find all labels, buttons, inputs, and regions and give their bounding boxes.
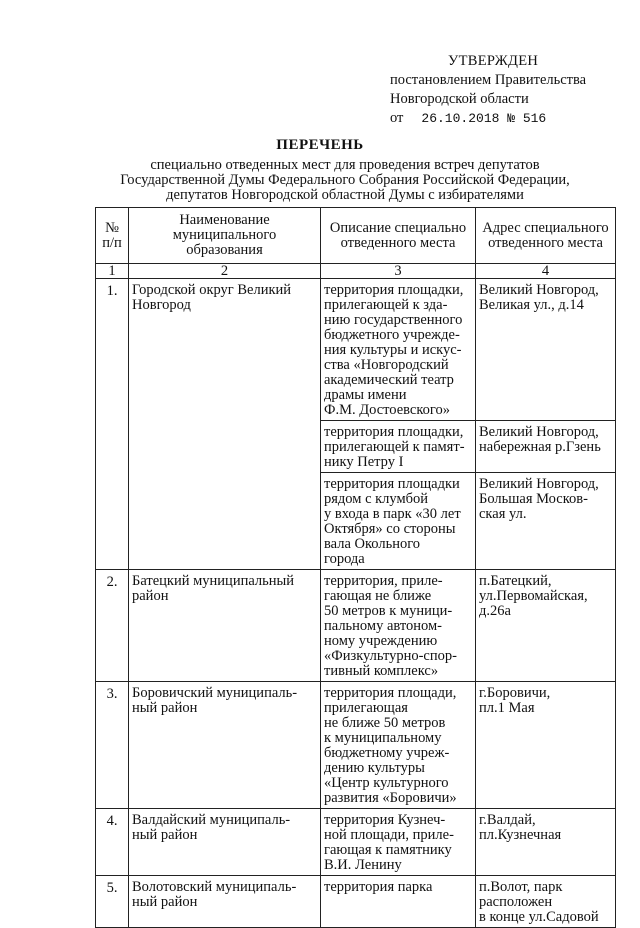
text-line: гающая к памятнику [324, 842, 452, 858]
address-cell [476, 876, 616, 928]
text-line: города [324, 551, 365, 567]
text-line: прилегающей к памят- [324, 439, 465, 455]
subtitle-line: Государственной Думы Федерального Собрания Российской Федерации, [120, 172, 570, 188]
text-line: вала Окольного [324, 536, 421, 552]
document-title: ПЕРЕЧЕНЬ [276, 137, 364, 153]
text-line: территория парка [324, 879, 433, 895]
text-line: Великая ул., д.14 [479, 297, 584, 313]
column-number: 4 [476, 264, 616, 279]
text-line: отведенного места [488, 234, 603, 251]
address-cell [476, 570, 616, 682]
subtitle-line: специально отведенных мест для проведения встреч депутатов [150, 157, 540, 173]
approval-title: УТВЕРЖДЕН [448, 53, 539, 69]
text-line: Великий Новгород, [479, 424, 599, 440]
text-line: г.Боровичи, [479, 685, 551, 701]
text-line: образования [186, 242, 263, 258]
header-number [96, 208, 129, 264]
column-number: 3 [321, 264, 476, 279]
text-line: тивный комплекс» [324, 663, 439, 679]
text-line: ния культуры и искус- [324, 342, 462, 358]
text-line: В.И. Ленину [324, 857, 402, 873]
municipality-cell [129, 682, 321, 809]
text-line: Волотовский муниципаль- [132, 879, 297, 895]
text-line: гающая не ближе [324, 588, 432, 604]
text-line: Городской округ Великий [132, 282, 292, 298]
row-number: 5. [96, 876, 129, 928]
approval-line-2: Новгородской области [390, 91, 529, 107]
text-line: не ближе 50 метров [324, 715, 446, 731]
text-line: ному учреждению [324, 633, 438, 649]
text-line: прилегающая [324, 700, 408, 716]
header-address [476, 208, 616, 264]
description-cell [321, 421, 476, 473]
text-line: в конце ул.Садовой [479, 909, 599, 925]
text-line: район [132, 588, 169, 604]
address-cell [476, 279, 616, 421]
description-cell [321, 279, 476, 421]
text-line: территория площадки [324, 476, 460, 492]
address-cell [476, 473, 616, 570]
places-table [95, 207, 616, 928]
text-line: территория площади, [324, 685, 457, 701]
text-line: Наименование [179, 212, 270, 228]
header-description [321, 208, 476, 264]
text-line: пл.1 Мая [479, 700, 535, 716]
table-row [96, 570, 616, 682]
address-cell [476, 809, 616, 876]
text-line: территория площадки, [324, 424, 464, 440]
approval-date-value: 26.10.2018 № 516 [421, 111, 547, 126]
row-number: 4. [96, 809, 129, 876]
row-number: 3. [96, 682, 129, 809]
approval-line-1: постановлением Правительства [390, 72, 587, 88]
approval-date [390, 109, 630, 128]
table-body [96, 279, 616, 928]
text-line: Великий Новгород, [479, 282, 599, 298]
text-line: Новгород [132, 297, 191, 313]
address-cell [476, 682, 616, 809]
text-line: ной площади, приле- [324, 827, 454, 843]
approval-date-prefix: от [390, 110, 404, 126]
text-line: пальному автоном- [324, 618, 443, 634]
text-line: Валдайский муниципаль- [132, 812, 291, 828]
text-line: отведенного места [340, 234, 456, 251]
text-line: Адрес специального [482, 219, 609, 236]
text-line: нию государственного [324, 312, 463, 328]
text-line: территория, приле- [324, 573, 443, 589]
description-cell [321, 682, 476, 809]
table-header-row [96, 208, 616, 264]
text-line: Великий Новгород, [479, 476, 599, 492]
row-number: 2. [96, 570, 129, 682]
column-number-row [96, 264, 616, 279]
approval-block [390, 52, 630, 128]
text-line: расположен [479, 894, 553, 910]
table-row [96, 876, 616, 928]
table-row [96, 682, 616, 809]
document-subtitle [110, 158, 580, 203]
municipality-cell [129, 809, 321, 876]
subtitle-line: депутатов Новгородской областной Думы с избирателями [166, 187, 524, 203]
text-line: прилегающей к зда- [324, 297, 448, 313]
text-line: драмы имени [324, 387, 407, 403]
text-line: пл.Кузнечная [479, 827, 562, 843]
description-cell [321, 473, 476, 570]
text-line: развития «Боровичи» [324, 790, 457, 806]
text-line: дению культуры [324, 760, 425, 776]
text-line: ный район [132, 700, 198, 716]
text-line: ства «Новгородский [324, 357, 449, 373]
text-line: у входа в парк «30 лет [324, 506, 461, 522]
municipality-cell [129, 876, 321, 928]
text-line: академический театр [324, 372, 454, 388]
text-line: территория Кузнеч- [324, 812, 446, 828]
text-line: рядом с клумбой [324, 491, 429, 507]
text-line: бюджетному учреж- [324, 745, 450, 761]
text-line: д.26а [479, 603, 511, 619]
text-line: г.Валдай, [479, 812, 536, 828]
text-line: набережная р.Гзень [479, 439, 601, 455]
text-line: нику Петру I [324, 454, 404, 470]
text-line: Боровичский муниципаль- [132, 685, 298, 701]
text-line: Батецкий муниципальный [132, 573, 295, 589]
text-line: ская ул. [479, 506, 527, 522]
column-number: 1 [96, 264, 129, 279]
header-municipality [129, 208, 321, 264]
description-cell [321, 876, 476, 928]
table-row [96, 809, 616, 876]
text-line: ный район [132, 894, 198, 910]
address-cell [476, 421, 616, 473]
description-cell [321, 570, 476, 682]
table-row [96, 279, 616, 421]
text-line: муниципального [172, 227, 277, 243]
row-number: 1. [96, 279, 129, 570]
text-line: Ф.М. Достоевского» [324, 402, 451, 418]
column-number: 2 [129, 264, 321, 279]
text-line: п/п [102, 234, 122, 251]
text-line: 50 метров к муници- [324, 603, 453, 619]
text-line: № [105, 219, 119, 236]
text-line: п.Батецкий, [479, 573, 552, 589]
text-line: «Центр культурного [324, 775, 449, 791]
text-line: Большая Москов- [479, 491, 588, 507]
municipality-cell [129, 279, 321, 570]
text-line: ный район [132, 827, 198, 843]
text-line: территория площадки, [324, 282, 464, 298]
municipality-cell [129, 570, 321, 682]
text-line: бюджетного учрежде- [324, 327, 460, 343]
text-line: «Физкультурно-спор- [324, 648, 457, 664]
text-line: Описание специально [329, 219, 467, 236]
text-line: ул.Первомайская, [479, 588, 588, 604]
description-cell [321, 809, 476, 876]
text-line: п.Волот, парк [479, 879, 563, 895]
text-line: к муниципальному [324, 730, 442, 746]
text-line: Октября» со стороны [324, 521, 456, 537]
